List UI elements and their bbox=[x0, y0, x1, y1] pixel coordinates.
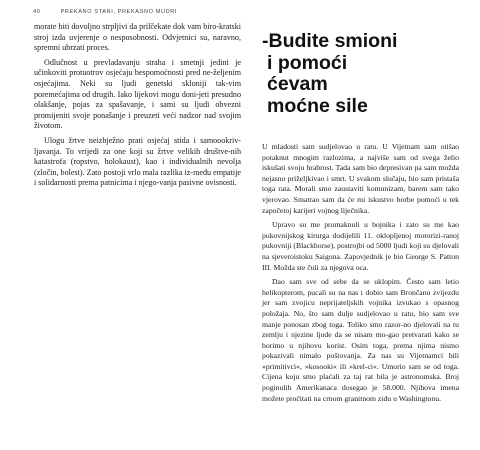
paragraph: Dao sam sve od sebe da se uklopim. Često sam letio helikopterom, pucali su na nas i dobio sam Brončanu zvijezdu jer sam zvojicu neprijateljskih vojnika izvukao s opasnog položaja. No, što sam dulje sudjelovao u ratu, bio sam sve manje ponosan zbog toga. Toliko smo razor-no djelovali na tu zemlju i njezine ljude da se nisam mo-gao pretvarati kako se borimo u njihovu korist. Osim toga, prema njima nismo pokazivali nimalo poštovanja. Za nas su Vijetnamci bili »primitivci«, »kosooki« ili »krel-ci«. Umorio sam se od toga. Cijena koju smo plaćali za taj rat bila je astronomska. Broj poginulih Amerikanaca dosegao je 58.000. Njihova imena možete pročitati na crnom granitnom zidu u Washingtonu. bbox=[262, 277, 459, 403]
paragraph: Upravo su me promaknuli u bojnika i zato su me kao pukovnijskog kirurga dodijelili 11. oklopljenoj motorizi-ranoj pukovniji (Blackhorse), postrojbi od 5000 ljudi koji su djelovali na sjeveroistoku Saigona. Zapovjednik je bio George S. Patton III. Možda ste čuli za njegova oca. bbox=[262, 220, 459, 272]
paragraph: U mladosti sam sudjelovao u ratu. U Vijetnam sam otišao potaknut mnogim razlozima, a najviše sam od svega želio iskušati svoju hrabrost. Tada sam bio depresivan pa sam možda nejasno priželjkivao i smrt. U svakom slučaju, bio sam pristaša toga rata. Morali smo zaustaviti komunizam, barem sam tako vjerovao. Smatrao sam da će mi iskustvo borbe pomoći u tek započetoj karijeri vojnog liječnika. bbox=[262, 142, 459, 215]
left-text-column bbox=[34, 22, 241, 193]
running-header bbox=[33, 9, 177, 15]
heading-line: i pomoći bbox=[267, 51, 348, 74]
heading-line: -Budite smioni bbox=[262, 30, 398, 52]
paragraph: Odlučnost u prevladavanju straha i smetnji jedini je učinkoviti protuotrov osjećaju bespomoćnosti pred ne-željenim osjećajima. Neki su ljudi genetski skloniji tak-vim poremećajima od drugih. Iako lijekovi mogu doni-jeti presudno olakšanje, pojas za spašavanje, i sami su ljudi obvezni promijeniti svoje ponašanje i preuzeti veći nadzor nad svojim životom. bbox=[34, 57, 241, 131]
paragraph: morate biti dovoljno strpljivi da prilčekate dok vam biro-kratski stroj izda uvjerenje o nesposobnosti. Odvjetnici su, naravno, spremni ubrzati proces. bbox=[34, 22, 241, 53]
right-text-column bbox=[262, 142, 459, 408]
heading-line: ćevam bbox=[267, 73, 328, 95]
paragraph: Ulogu žrtve neizbježno prati osjećaj stida i samoookriv-ljavanja. To vrijedi za one koji su žrtve velikih društve-nih katastrofa (ropstvo, holokaust), kao i individualnih nevolja (zločin, bolest). Zato postoji vrlo mala razlika iz-među empatije i solidarnosti prema patnicima i njego-vanja pasivne ovisnosti. bbox=[34, 135, 241, 188]
running-title: PREKANO STARI, PREKASNO MUDRI bbox=[60, 9, 178, 15]
page-number: 40 bbox=[33, 9, 41, 15]
heading-line: moćne sile bbox=[267, 94, 368, 117]
chapter-heading bbox=[262, 31, 462, 117]
